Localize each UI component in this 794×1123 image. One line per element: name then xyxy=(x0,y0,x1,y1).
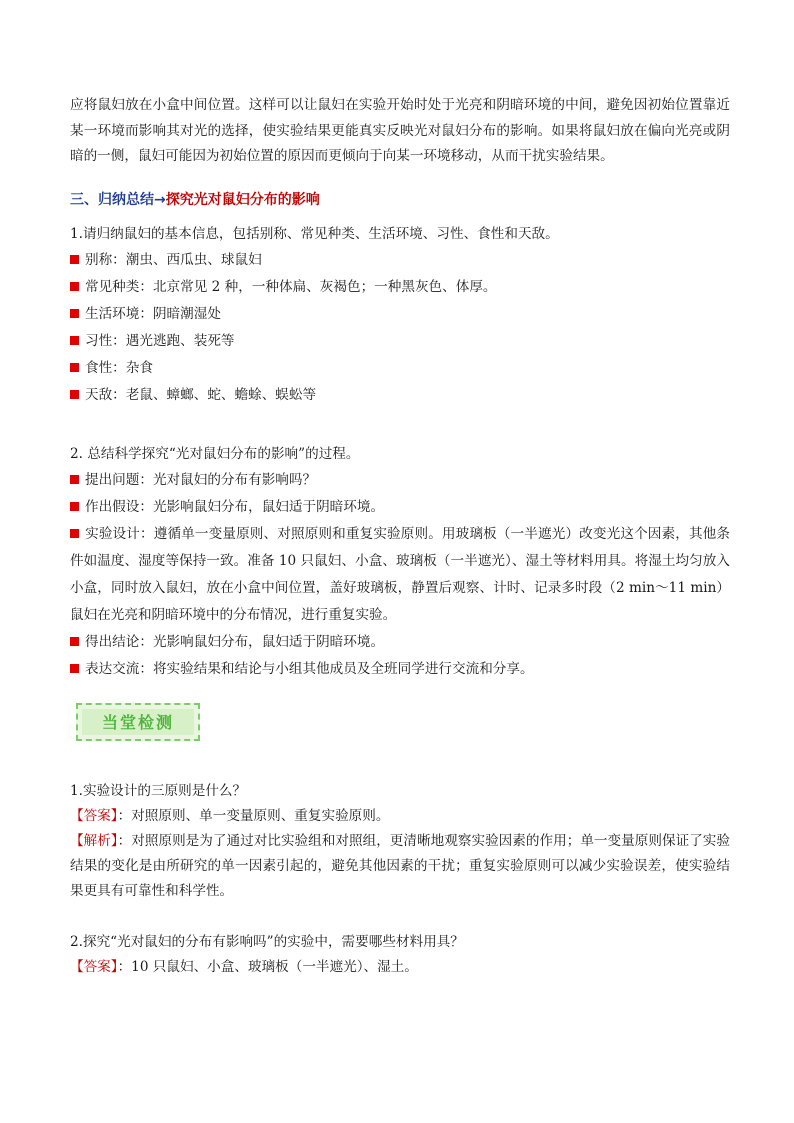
list-item-text: 常见种类：北京常见 2 种，一种体扁、灰褐色；一种黑灰色、体厚。 xyxy=(85,278,497,295)
list-item xyxy=(70,467,730,494)
list-item xyxy=(70,301,730,328)
document-page xyxy=(70,93,730,980)
square-bullet-icon xyxy=(70,529,79,538)
square-bullet-icon xyxy=(70,502,79,511)
square-bullet-icon xyxy=(70,309,79,318)
answer-text: ：10 只鼠妇、小盒、玻璃板（一半遮光）、湿土。 xyxy=(117,958,418,975)
list-item xyxy=(70,328,730,355)
badge-label: 当堂检测 xyxy=(82,709,194,735)
analysis-text: ：对照原则是为了通过对比实验组和对照组，更清晰地观察实验因素的作用；单一变量原则保证了实验结果的变化是由所研究的单一因素引起的，避免其他因素的干扰；重复实验原则可以减少实验误差，使实验结果更具有可靠性和科学性。 xyxy=(70,832,731,899)
square-bullet-icon xyxy=(70,664,79,673)
square-bullet-icon xyxy=(70,390,79,399)
section-heading-part1: 三、归纳总结 xyxy=(70,191,154,208)
check-analysis-1 xyxy=(70,829,730,904)
list-item xyxy=(70,656,730,683)
check-question-2: 2.探究“光对鼠妇的分布有影响吗”的实验中，需要哪些材料用具？ xyxy=(70,933,464,950)
section-heading-part2: 探究光对鼠妇分布的影响 xyxy=(165,191,320,208)
list-item-text: 提出问题：光对鼠妇的分布有影响吗？ xyxy=(85,471,317,488)
square-bullet-icon xyxy=(70,363,79,372)
list-item-text: 作出假设：光影响鼠妇分布，鼠妇适于阴暗环境。 xyxy=(85,498,385,515)
intro-paragraph: 应将鼠妇放在小盒中间位置。这样可以让鼠妇在实验开始时处于光亮和阴暗环境的中间，避免因初始位置靠近某一环境而影响其对光的选择，使实验结果更能真实反映光对鼠妇分布的影响。如果将鼠妇放在偏向光亮或阴暗的一侧，鼠妇可能因为初始位置的原因而更倾向于向某一环境移动，从而干扰实验结果。 xyxy=(70,97,730,164)
list-item-text: 得出结论：光影响鼠妇分布，鼠妇适于阴暗环境。 xyxy=(85,633,385,650)
list-item xyxy=(70,247,730,274)
list-item-text: 生活环境：阴暗潮湿处 xyxy=(85,305,221,322)
list-item xyxy=(70,355,730,382)
list-item-text: 天敌：老鼠、蟑螂、蛇、蟾蜍、蜈蚣等 xyxy=(85,386,317,403)
list-item xyxy=(70,382,730,409)
check-answer-1 xyxy=(70,804,730,829)
question-1: 1.请归纳鼠妇的基本信息，包括别称、常见种类、生活环境、习性、食性和天敌。 xyxy=(70,225,559,242)
square-bullet-icon xyxy=(70,282,79,291)
list-item xyxy=(70,521,730,629)
answer-label: 【答案】 xyxy=(70,958,118,975)
square-bullet-icon xyxy=(70,336,79,345)
list-item xyxy=(70,494,730,521)
list-item xyxy=(70,629,730,656)
section-badge xyxy=(76,703,202,743)
check-answer-2 xyxy=(70,955,730,980)
answer-text: ：对照原则、单一变量原则、重复实验原则。 xyxy=(117,807,390,824)
square-bullet-icon xyxy=(70,637,79,646)
section-heading xyxy=(70,189,730,211)
list-item-text: 表达交流：将实验结果和结论与小组其他成员及全班同学进行交流和分享。 xyxy=(85,660,534,677)
arrow-icon: → xyxy=(154,191,166,208)
square-bullet-icon xyxy=(70,255,79,264)
list-item xyxy=(70,274,730,301)
answer-label: 【答案】 xyxy=(70,807,118,824)
list-item-text: 习性：遇光逃跑、装死等 xyxy=(85,332,235,349)
list-item-text: 别称：潮虫、西瓜虫、球鼠妇 xyxy=(85,251,262,268)
check-question-1: 1.实验设计的三原则是什么？ xyxy=(70,782,247,799)
list-item-text: 食性：杂食 xyxy=(85,359,153,376)
analysis-label: 【解析】 xyxy=(70,832,118,849)
list-item-text: 实验设计：遵循单一变量原则、对照原则和重复实验原则。用玻璃板（一半遮光）改变光这个因素，其他条件如温度、湿度等保持一致。准备 10 只鼠妇、小盒、玻璃板（一半遮光）、湿土等材料用具。将湿土均匀放入小盒，同时放入鼠妇，放在小盒中间位置，盖好玻璃板，静置后观察、计时、记录多时段（2 min～11 min）鼠妇在光亮和阴暗环境中的分布情况，进行重复实验。 xyxy=(70,525,730,623)
question-2: 2. 总结科学探究“光对鼠妇分布的影响”的过程。 xyxy=(70,445,360,462)
square-bullet-icon xyxy=(70,475,79,484)
